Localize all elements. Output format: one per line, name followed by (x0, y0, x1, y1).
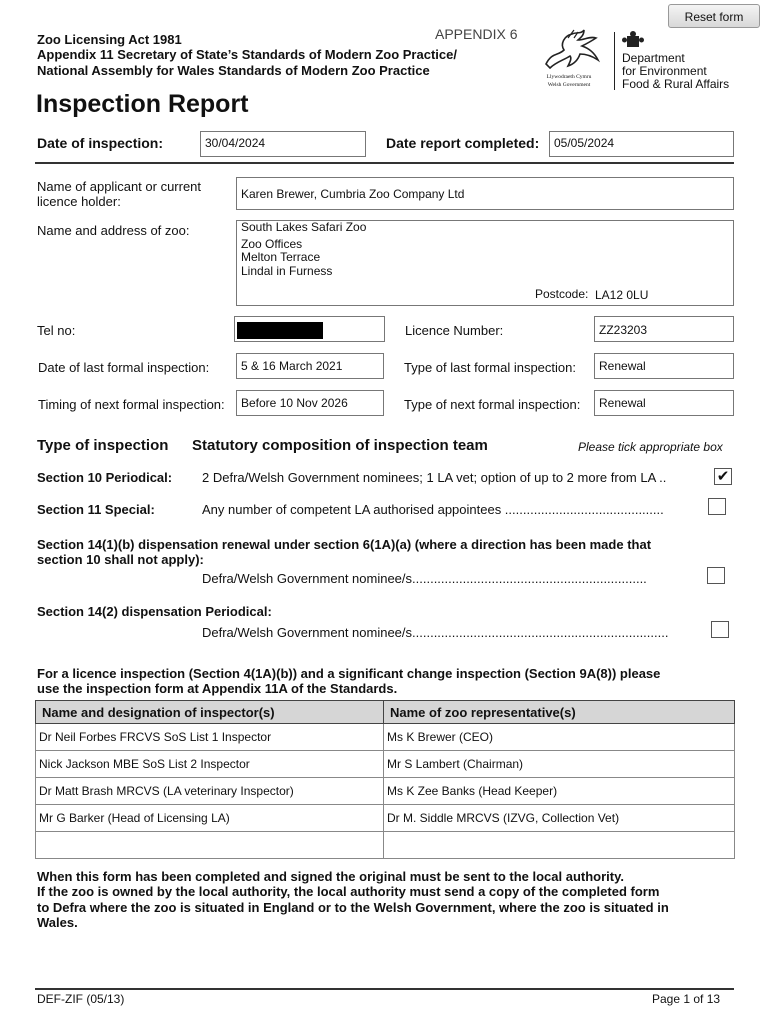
section-14-1b-text: Defra/Welsh Government nominee/s................................................................. (202, 571, 647, 586)
licence-number-field[interactable]: ZZ23203 (594, 316, 734, 342)
redaction-block (237, 322, 323, 339)
footer-note-line4: Wales. (37, 915, 78, 930)
postcode-value[interactable]: LA12 0LU (595, 288, 649, 302)
address-line: Zoo Offices (241, 236, 303, 251)
address-line: Melton Terrace (241, 250, 321, 264)
section-11-label: Section 11 Special: (37, 502, 155, 517)
welsh-logo-line1: Llywodraeth Cymru (546, 74, 592, 80)
tel-label: Tel no: (37, 323, 76, 338)
type-next-inspection-field[interactable]: Renewal (594, 390, 734, 416)
postcode-label: Postcode: (535, 287, 589, 301)
inspector-cell[interactable]: Mr G Barker (Head of Licensing LA) (36, 805, 384, 832)
form-code: DEF-ZIF (05/13) (37, 992, 125, 1006)
defra-logo-line1: Department (622, 51, 685, 65)
representative-cell[interactable]: Dr M. Siddle MRCVS (IZVG, Collection Vet) (384, 805, 735, 832)
statutory-composition-heading: Statutory composition of inspection team (192, 437, 488, 454)
page-title: Inspection Report (36, 90, 249, 118)
header-act: Zoo Licensing Act 1981 (37, 32, 182, 47)
checkmark-icon: ✔ (716, 468, 730, 485)
type-next-inspection-label: Type of next formal inspection: (404, 397, 581, 412)
timing-next-field[interactable]: Before 10 Nov 2026 (236, 390, 384, 416)
tick-hint: Please tick appropriate box (578, 440, 723, 454)
applicant-label-line2: licence holder: (37, 194, 121, 209)
representative-column-header: Name of zoo representative(s) (384, 701, 735, 724)
tel-field[interactable] (234, 316, 385, 342)
defra-divider (614, 32, 615, 90)
header-assembly: National Assembly for Wales Standards of Modern Zoo Practice (37, 63, 430, 78)
section-10-checkbox[interactable] (714, 468, 732, 485)
type-last-inspection-label: Type of last formal inspection: (404, 360, 576, 375)
section-11-checkbox[interactable] (708, 498, 726, 515)
inspector-cell[interactable]: Dr Matt Brash MRCVS (LA veterinary Inspector) (36, 778, 384, 805)
section-10-label: Section 10 Periodical: (37, 470, 173, 485)
licence-number-label: Licence Number: (405, 323, 504, 338)
section-14-1b-heading-cont: section 10 shall not apply): (37, 552, 204, 567)
table-row (36, 805, 735, 832)
representative-cell[interactable]: Ms K Zee Banks (Head Keeper) (384, 778, 735, 805)
last-inspection-label: Date of last formal inspection: (38, 360, 210, 375)
royal-crest-icon (622, 30, 644, 50)
representative-cell[interactable] (384, 832, 735, 859)
representative-cell[interactable]: Mr S Lambert (Chairman) (384, 751, 735, 778)
welsh-logo-line2: Welsh Government (547, 82, 591, 88)
reset-form-label: Reset form (684, 10, 744, 24)
section-14-2-text: Defra/Welsh Government nominee/s....................................................................... (202, 625, 669, 640)
table-row (36, 832, 735, 859)
type-last-inspection-field[interactable]: Renewal (594, 353, 734, 379)
licence-note-line2: use the inspection form at Appendix 11A of the Standards. (37, 681, 398, 696)
date-report-completed-field[interactable]: 05/05/2024 (549, 131, 734, 157)
table-row (36, 778, 735, 805)
address-line: South Lakes Safari Zoo (241, 220, 367, 234)
reset-form-button[interactable] (668, 4, 760, 28)
footer-note-line1: When this form has been completed and signed the original must be sent to the local authority. (37, 869, 624, 884)
appendix-label: APPENDIX 6 (435, 26, 518, 42)
section-14-1b-checkbox[interactable] (707, 567, 725, 584)
section-10-text: 2 Defra/Welsh Government nominees; 1 LA vet; option of up to 2 more from LA .. (202, 470, 667, 485)
header-appendix: Appendix 11 Secretary of State’s Standards of Modern Zoo Practice/ (37, 47, 457, 62)
defra-logo-line3: Food & Rural Affairs (622, 77, 730, 91)
footer-note-line2: If the zoo is owned by the local authority, the local authority must send a copy of the completed form (37, 884, 660, 899)
dragon-icon (538, 28, 604, 72)
applicant-name-field[interactable]: Karen Brewer, Cumbria Zoo Company Ltd (236, 177, 734, 210)
inspector-cell[interactable]: Dr Neil Forbes FRCVS SoS List 1 Inspector (36, 724, 384, 751)
last-inspection-field[interactable]: 5 & 16 March 2021 (236, 353, 384, 379)
defra-logo-line2: for Environment (622, 64, 707, 78)
section-11-text: Any number of competent LA authorised appointees ............................................ (202, 502, 664, 517)
footer-divider (35, 988, 734, 990)
table-row (36, 724, 735, 751)
timing-next-label: Timing of next formal inspection: (38, 397, 225, 412)
footer-note-line3: to Defra where the zoo is situated in England or to the Welsh Government, where the zoo is situated in (37, 900, 669, 915)
address-label: Name and address of zoo: (37, 223, 190, 238)
licence-note-line1: For a licence inspection (Section 4(1A)(b)) and a significant change inspection (Section 9A(8)) please (37, 666, 661, 681)
address-line: Lindal in Furness (241, 263, 333, 278)
page-number: Page 1 of 13 (652, 992, 721, 1006)
date-of-inspection-label: Date of inspection: (37, 135, 164, 151)
section-divider (35, 162, 734, 164)
inspector-column-header: Name and designation of inspector(s) (36, 701, 384, 724)
inspector-cell[interactable] (36, 832, 384, 859)
representative-cell[interactable]: Ms K Brewer (CEO) (384, 724, 735, 751)
table-row (36, 751, 735, 778)
welsh-government-logo (536, 28, 606, 90)
section-14-2-checkbox[interactable] (711, 621, 729, 638)
applicant-label-line1: Name of applicant or current (37, 179, 202, 194)
table-header-row (36, 701, 735, 724)
type-of-inspection-heading: Type of inspection (37, 437, 169, 454)
section-14-2-heading: Section 14(2) dispensation Periodical: (37, 604, 272, 619)
zoo-address-field[interactable] (236, 220, 734, 306)
inspectors-table (35, 700, 735, 859)
inspector-cell[interactable]: Nick Jackson MBE SoS List 2 Inspector (36, 751, 384, 778)
date-report-completed-label: Date report completed: (386, 135, 540, 151)
defra-logo (614, 30, 744, 92)
section-14-1b-heading: Section 14(1)(b) dispensation renewal under section 6(1A)(a) (where a direction has been made that (37, 537, 652, 552)
date-of-inspection-field[interactable]: 30/04/2024 (200, 131, 366, 157)
